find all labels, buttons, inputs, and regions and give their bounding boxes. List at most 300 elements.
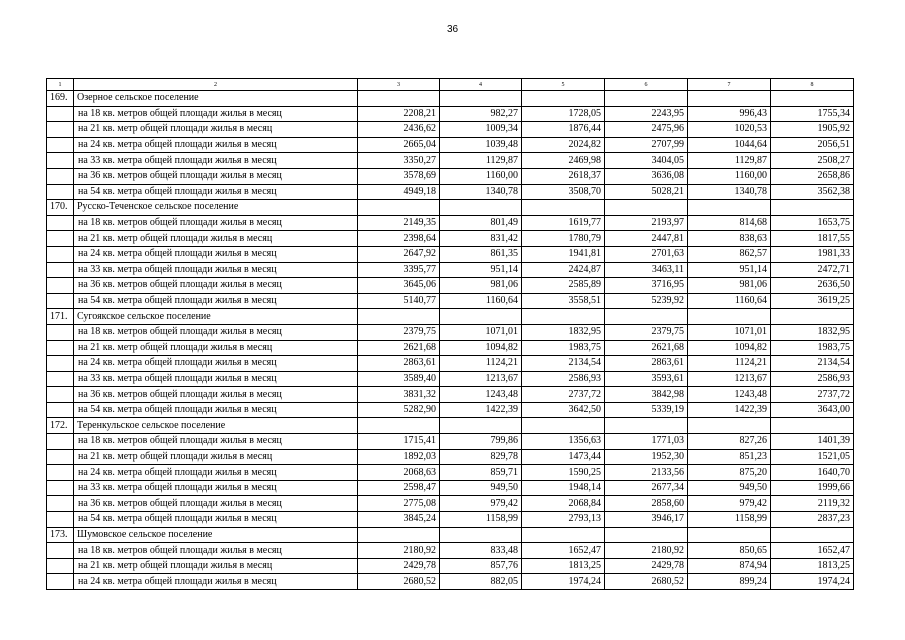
- table-row: [47, 480, 854, 496]
- value-cell: 1590,25: [522, 465, 605, 481]
- value-cell: 1160,64: [440, 293, 522, 309]
- value-cell: 1832,95: [522, 324, 605, 340]
- value-cell: 3589,40: [358, 371, 440, 387]
- table-row: [47, 106, 854, 122]
- empty-cell: [47, 184, 74, 200]
- empty-cell: [358, 418, 440, 434]
- empty-cell: [605, 200, 688, 216]
- empty-cell: [605, 418, 688, 434]
- table-row: [47, 168, 854, 184]
- value-cell: 949,50: [688, 480, 771, 496]
- value-cell: 1422,39: [440, 402, 522, 418]
- value-cell: 5239,92: [605, 293, 688, 309]
- row-label: на 36 кв. метров общей площади жилья в месяц: [74, 387, 358, 403]
- value-cell: 2775,08: [358, 496, 440, 512]
- value-cell: 2208,21: [358, 106, 440, 122]
- tariff-table: [46, 78, 854, 590]
- value-cell: 2424,87: [522, 262, 605, 278]
- table-row: [47, 137, 854, 153]
- value-cell: 1422,39: [688, 402, 771, 418]
- value-cell: 1981,33: [771, 246, 854, 262]
- settlement-number: 171.: [47, 309, 74, 325]
- value-cell: 1124,21: [688, 356, 771, 372]
- table-row: [47, 122, 854, 138]
- value-cell: 2621,68: [605, 340, 688, 356]
- value-cell: 899,24: [688, 574, 771, 590]
- row-label: на 36 кв. метров общей площади жилья в месяц: [74, 168, 358, 184]
- empty-cell: [47, 122, 74, 138]
- value-cell: 1158,99: [688, 512, 771, 528]
- value-cell: 1521,05: [771, 449, 854, 465]
- table-row: [47, 558, 854, 574]
- value-cell: 1213,67: [440, 371, 522, 387]
- row-label: на 18 кв. метров общей площади жилья в месяц: [74, 215, 358, 231]
- empty-cell: [47, 512, 74, 528]
- empty-cell: [47, 231, 74, 247]
- value-cell: 814,68: [688, 215, 771, 231]
- empty-cell: [522, 91, 605, 107]
- value-cell: 979,42: [440, 496, 522, 512]
- settlement-row: [47, 91, 854, 107]
- empty-cell: [688, 309, 771, 325]
- column-number-header: 5: [522, 79, 605, 91]
- value-cell: 1340,78: [688, 184, 771, 200]
- value-cell: 2680,52: [358, 574, 440, 590]
- value-cell: 1071,01: [688, 324, 771, 340]
- value-cell: 1999,66: [771, 480, 854, 496]
- table-row: [47, 356, 854, 372]
- table-row: [47, 465, 854, 481]
- value-cell: 3716,95: [605, 278, 688, 294]
- empty-cell: [688, 527, 771, 543]
- value-cell: 951,14: [688, 262, 771, 278]
- value-cell: 2119,32: [771, 496, 854, 512]
- value-cell: 3558,51: [522, 293, 605, 309]
- empty-cell: [605, 527, 688, 543]
- empty-cell: [47, 387, 74, 403]
- settlement-name: Шумовское сельское поселение: [74, 527, 358, 543]
- value-cell: 2056,51: [771, 137, 854, 153]
- row-label: на 24 кв. метра общей площади жилья в месяц: [74, 246, 358, 262]
- row-label: на 24 кв. метра общей площади жилья в месяц: [74, 356, 358, 372]
- empty-cell: [440, 200, 522, 216]
- empty-cell: [688, 200, 771, 216]
- value-cell: 2677,34: [605, 480, 688, 496]
- value-cell: 1715,41: [358, 434, 440, 450]
- empty-cell: [771, 91, 854, 107]
- row-label: на 33 кв. метра общей площади жилья в месяц: [74, 480, 358, 496]
- value-cell: 2429,78: [358, 558, 440, 574]
- value-cell: 1401,39: [771, 434, 854, 450]
- settlement-row: [47, 200, 854, 216]
- empty-cell: [47, 340, 74, 356]
- empty-cell: [688, 91, 771, 107]
- value-cell: 2598,47: [358, 480, 440, 496]
- value-cell: 2429,78: [605, 558, 688, 574]
- value-cell: 859,71: [440, 465, 522, 481]
- value-cell: 2508,27: [771, 153, 854, 169]
- empty-cell: [771, 309, 854, 325]
- empty-cell: [771, 200, 854, 216]
- table-row: [47, 402, 854, 418]
- value-cell: 850,65: [688, 543, 771, 559]
- settlement-number: 169.: [47, 91, 74, 107]
- value-cell: 2180,92: [358, 543, 440, 559]
- table-row: [47, 340, 854, 356]
- settlement-number: 173.: [47, 527, 74, 543]
- value-cell: 2621,68: [358, 340, 440, 356]
- empty-cell: [688, 418, 771, 434]
- empty-cell: [522, 309, 605, 325]
- value-cell: 1009,34: [440, 122, 522, 138]
- empty-cell: [47, 324, 74, 340]
- column-number-row: [47, 79, 854, 91]
- row-label: на 54 кв. метра общей площади жилья в месяц: [74, 512, 358, 528]
- value-cell: 2585,89: [522, 278, 605, 294]
- empty-cell: [47, 153, 74, 169]
- empty-cell: [47, 137, 74, 153]
- row-label: на 21 кв. метр общей площади жилья в месяц: [74, 122, 358, 138]
- value-cell: 827,26: [688, 434, 771, 450]
- page-number: 36: [446, 24, 459, 35]
- row-label: на 36 кв. метров общей площади жилья в месяц: [74, 496, 358, 512]
- value-cell: 2149,35: [358, 215, 440, 231]
- value-cell: 3619,25: [771, 293, 854, 309]
- empty-cell: [522, 527, 605, 543]
- value-cell: 1983,75: [522, 340, 605, 356]
- empty-cell: [47, 215, 74, 231]
- value-cell: 3578,69: [358, 168, 440, 184]
- row-label: на 18 кв. метров общей площади жилья в месяц: [74, 543, 358, 559]
- table-row: [47, 262, 854, 278]
- value-cell: 2737,72: [522, 387, 605, 403]
- value-cell: 4949,18: [358, 184, 440, 200]
- value-cell: 2447,81: [605, 231, 688, 247]
- table-row: [47, 231, 854, 247]
- value-cell: 5140,77: [358, 293, 440, 309]
- table-row: [47, 371, 854, 387]
- row-label: на 24 кв. метра общей площади жилья в месяц: [74, 137, 358, 153]
- settlement-name: Озерное сельское поселение: [74, 91, 358, 107]
- value-cell: 2193,97: [605, 215, 688, 231]
- value-cell: 2068,84: [522, 496, 605, 512]
- column-number-header: 2: [74, 79, 358, 91]
- value-cell: 3395,77: [358, 262, 440, 278]
- value-cell: 3562,38: [771, 184, 854, 200]
- value-cell: 1243,48: [440, 387, 522, 403]
- empty-cell: [522, 200, 605, 216]
- value-cell: 1755,34: [771, 106, 854, 122]
- settlement-name: Русско-Теченское сельское поселение: [74, 200, 358, 216]
- value-cell: 2707,99: [605, 137, 688, 153]
- row-label: на 54 кв. метра общей площади жилья в месяц: [74, 293, 358, 309]
- empty-cell: [358, 527, 440, 543]
- value-cell: 1813,25: [771, 558, 854, 574]
- value-cell: 2701,63: [605, 246, 688, 262]
- value-cell: 1160,00: [440, 168, 522, 184]
- value-cell: 1653,75: [771, 215, 854, 231]
- empty-cell: [47, 106, 74, 122]
- value-cell: 862,57: [688, 246, 771, 262]
- value-cell: 2024,82: [522, 137, 605, 153]
- value-cell: 829,78: [440, 449, 522, 465]
- row-label: на 21 кв. метр общей площади жилья в месяц: [74, 340, 358, 356]
- table-row: [47, 387, 854, 403]
- empty-cell: [771, 418, 854, 434]
- value-cell: 3643,00: [771, 402, 854, 418]
- empty-cell: [440, 91, 522, 107]
- value-cell: 2133,56: [605, 465, 688, 481]
- value-cell: 838,63: [688, 231, 771, 247]
- value-cell: 799,86: [440, 434, 522, 450]
- settlement-number: 172.: [47, 418, 74, 434]
- value-cell: 3831,32: [358, 387, 440, 403]
- value-cell: 1892,03: [358, 449, 440, 465]
- row-label: на 33 кв. метра общей площади жилья в месяц: [74, 153, 358, 169]
- value-cell: 801,49: [440, 215, 522, 231]
- column-number-header: 8: [771, 79, 854, 91]
- value-cell: 1129,87: [688, 153, 771, 169]
- value-cell: 1771,03: [605, 434, 688, 450]
- empty-cell: [47, 465, 74, 481]
- value-cell: 3636,08: [605, 168, 688, 184]
- value-cell: 1876,44: [522, 122, 605, 138]
- table-row: [47, 293, 854, 309]
- value-cell: 874,94: [688, 558, 771, 574]
- value-cell: 1983,75: [771, 340, 854, 356]
- value-cell: 2665,04: [358, 137, 440, 153]
- value-cell: 996,43: [688, 106, 771, 122]
- empty-cell: [605, 91, 688, 107]
- value-cell: 2618,37: [522, 168, 605, 184]
- empty-cell: [47, 574, 74, 590]
- empty-cell: [47, 356, 74, 372]
- table-row: [47, 278, 854, 294]
- table-row: [47, 434, 854, 450]
- value-cell: 1071,01: [440, 324, 522, 340]
- empty-cell: [47, 278, 74, 294]
- value-cell: 3350,27: [358, 153, 440, 169]
- value-cell: 2658,86: [771, 168, 854, 184]
- value-cell: 5339,19: [605, 402, 688, 418]
- table-row: [47, 215, 854, 231]
- value-cell: 1158,99: [440, 512, 522, 528]
- value-cell: 875,20: [688, 465, 771, 481]
- row-label: на 33 кв. метра общей площади жилья в месяц: [74, 262, 358, 278]
- row-label: на 24 кв. метра общей площади жилья в месяц: [74, 465, 358, 481]
- value-cell: 2680,52: [605, 574, 688, 590]
- value-cell: 2793,13: [522, 512, 605, 528]
- value-cell: 857,76: [440, 558, 522, 574]
- value-cell: 1020,53: [688, 122, 771, 138]
- empty-cell: [47, 480, 74, 496]
- table-body: [47, 79, 854, 590]
- value-cell: 979,42: [688, 496, 771, 512]
- value-cell: 2475,96: [605, 122, 688, 138]
- row-label: на 21 кв. метр общей площади жилья в месяц: [74, 558, 358, 574]
- empty-cell: [47, 402, 74, 418]
- value-cell: 1640,70: [771, 465, 854, 481]
- value-cell: 1813,25: [522, 558, 605, 574]
- table-row: [47, 543, 854, 559]
- table-row: [47, 512, 854, 528]
- value-cell: 1728,05: [522, 106, 605, 122]
- value-cell: 1044,64: [688, 137, 771, 153]
- value-cell: 1974,24: [522, 574, 605, 590]
- value-cell: 861,35: [440, 246, 522, 262]
- value-cell: 982,27: [440, 106, 522, 122]
- empty-cell: [522, 418, 605, 434]
- row-label: на 21 кв. метр общей площади жилья в месяц: [74, 449, 358, 465]
- row-label: на 54 кв. метра общей площади жилья в месяц: [74, 402, 358, 418]
- value-cell: 2586,93: [771, 371, 854, 387]
- value-cell: 2737,72: [771, 387, 854, 403]
- value-cell: 2379,75: [605, 324, 688, 340]
- settlement-name: Теренкульское сельское поселение: [74, 418, 358, 434]
- column-number-header: 1: [47, 79, 74, 91]
- value-cell: 3404,05: [605, 153, 688, 169]
- table-row: [47, 184, 854, 200]
- empty-cell: [440, 418, 522, 434]
- value-cell: 2180,92: [605, 543, 688, 559]
- value-cell: 2436,62: [358, 122, 440, 138]
- value-cell: 1817,55: [771, 231, 854, 247]
- empty-cell: [47, 496, 74, 512]
- value-cell: 1905,92: [771, 122, 854, 138]
- value-cell: 2858,60: [605, 496, 688, 512]
- value-cell: 3845,24: [358, 512, 440, 528]
- value-cell: 2134,54: [522, 356, 605, 372]
- value-cell: 1160,00: [688, 168, 771, 184]
- value-cell: 981,06: [440, 278, 522, 294]
- value-cell: 1780,79: [522, 231, 605, 247]
- value-cell: 1124,21: [440, 356, 522, 372]
- value-cell: 3508,70: [522, 184, 605, 200]
- settlement-row: [47, 309, 854, 325]
- empty-cell: [47, 543, 74, 559]
- value-cell: 1243,48: [688, 387, 771, 403]
- column-number-header: 3: [358, 79, 440, 91]
- empty-cell: [47, 371, 74, 387]
- value-cell: 981,06: [688, 278, 771, 294]
- settlement-row: [47, 418, 854, 434]
- value-cell: 3645,06: [358, 278, 440, 294]
- empty-cell: [47, 293, 74, 309]
- value-cell: 1832,95: [771, 324, 854, 340]
- value-cell: 882,05: [440, 574, 522, 590]
- empty-cell: [358, 200, 440, 216]
- row-label: на 18 кв. метров общей площади жилья в месяц: [74, 324, 358, 340]
- column-number-header: 4: [440, 79, 522, 91]
- table-row: [47, 324, 854, 340]
- value-cell: 3593,61: [605, 371, 688, 387]
- value-cell: 1619,77: [522, 215, 605, 231]
- table-row: [47, 246, 854, 262]
- value-cell: 2068,63: [358, 465, 440, 481]
- empty-cell: [47, 449, 74, 465]
- value-cell: 2837,23: [771, 512, 854, 528]
- value-cell: 951,14: [440, 262, 522, 278]
- value-cell: 1094,82: [440, 340, 522, 356]
- value-cell: 1340,78: [440, 184, 522, 200]
- value-cell: 1356,63: [522, 434, 605, 450]
- empty-cell: [47, 558, 74, 574]
- empty-cell: [358, 309, 440, 325]
- table-row: [47, 496, 854, 512]
- value-cell: 1039,48: [440, 137, 522, 153]
- value-cell: 2863,61: [605, 356, 688, 372]
- table-row: [47, 574, 854, 590]
- row-label: на 24 кв. метра общей площади жилья в месяц: [74, 574, 358, 590]
- value-cell: 5282,90: [358, 402, 440, 418]
- row-label: на 18 кв. метров общей площади жилья в месяц: [74, 434, 358, 450]
- empty-cell: [771, 527, 854, 543]
- value-cell: 1094,82: [688, 340, 771, 356]
- value-cell: 1652,47: [522, 543, 605, 559]
- value-cell: 1213,67: [688, 371, 771, 387]
- value-cell: 2243,95: [605, 106, 688, 122]
- value-cell: 2586,93: [522, 371, 605, 387]
- value-cell: 2636,50: [771, 278, 854, 294]
- value-cell: 1952,30: [605, 449, 688, 465]
- value-cell: 2398,64: [358, 231, 440, 247]
- value-cell: 1948,14: [522, 480, 605, 496]
- value-cell: 949,50: [440, 480, 522, 496]
- row-label: на 54 кв. метра общей площади жилья в месяц: [74, 184, 358, 200]
- value-cell: 2647,92: [358, 246, 440, 262]
- row-label: на 36 кв. метров общей площади жилья в месяц: [74, 278, 358, 294]
- settlement-number: 170.: [47, 200, 74, 216]
- value-cell: 2469,98: [522, 153, 605, 169]
- value-cell: 1974,24: [771, 574, 854, 590]
- value-cell: 3463,11: [605, 262, 688, 278]
- empty-cell: [47, 246, 74, 262]
- value-cell: 2134,54: [771, 356, 854, 372]
- value-cell: 851,23: [688, 449, 771, 465]
- column-number-header: 6: [605, 79, 688, 91]
- value-cell: 1941,81: [522, 246, 605, 262]
- row-label: на 21 кв. метр общей площади жилья в месяц: [74, 231, 358, 247]
- value-cell: 3946,17: [605, 512, 688, 528]
- column-number-header: 7: [688, 79, 771, 91]
- empty-cell: [605, 309, 688, 325]
- empty-cell: [358, 91, 440, 107]
- value-cell: 1473,44: [522, 449, 605, 465]
- value-cell: 5028,21: [605, 184, 688, 200]
- value-cell: 2863,61: [358, 356, 440, 372]
- table-row: [47, 153, 854, 169]
- value-cell: 3842,98: [605, 387, 688, 403]
- value-cell: 833,48: [440, 543, 522, 559]
- table-row: [47, 449, 854, 465]
- empty-cell: [47, 262, 74, 278]
- empty-cell: [440, 309, 522, 325]
- empty-cell: [47, 434, 74, 450]
- value-cell: 831,42: [440, 231, 522, 247]
- settlement-name: Сугоякское сельское поселение: [74, 309, 358, 325]
- value-cell: 1160,64: [688, 293, 771, 309]
- value-cell: 3642,50: [522, 402, 605, 418]
- value-cell: 2379,75: [358, 324, 440, 340]
- value-cell: 2472,71: [771, 262, 854, 278]
- row-label: на 33 кв. метра общей площади жилья в месяц: [74, 371, 358, 387]
- settlement-row: [47, 527, 854, 543]
- row-label: на 18 кв. метров общей площади жилья в месяц: [74, 106, 358, 122]
- empty-cell: [47, 168, 74, 184]
- empty-cell: [440, 527, 522, 543]
- value-cell: 1652,47: [771, 543, 854, 559]
- value-cell: 1129,87: [440, 153, 522, 169]
